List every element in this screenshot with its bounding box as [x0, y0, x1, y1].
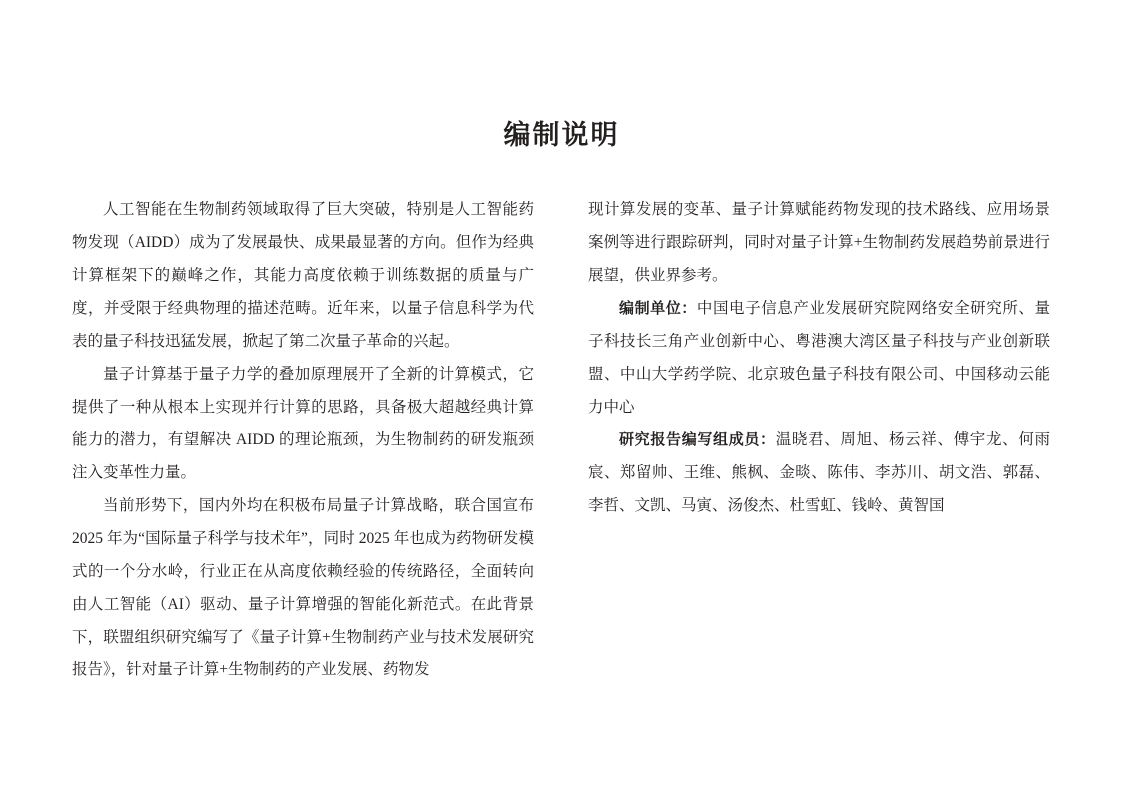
right-column [588, 194, 1050, 523]
paragraph-current-situation: 当前形势下，国内外均在积极布局量子计算战略，联合国宣布 2025 年为“国际量子科学与技术年”，同时 2025 年也成为药物研发模式的一个分水岭，行业正在从高度依赖经验的传统路径，全面转向由人工智能（AI）驱动、量子计算增强的智能化新范式。在此背景下，联盟组织研究编写了《量子计算+生物制药产业与技术发展研究报告》，针对量子计算+生物制药的产业发展、药物发 [72, 497, 534, 679]
editorial-members-text: 温晓君、周旭、杨云祥、傅宇龙、何雨宸、郑留帅、王维、熊枫、金晱、陈伟、李苏川、胡文浩、郭磊、李哲、文凯、马寅、汤俊杰、杜雪虹、钱岭、黄智国 [588, 431, 1050, 515]
left-column [72, 194, 534, 687]
compiling-units-text: 中国电子信息产业发展研究院网络安全研究所、量子科技长三角产业创新中心、粤港澳大湾区量子科技与产业创新联盟、中山大学药学院、北京玻色量子科技有限公司、中国移动云能力中心 [588, 299, 1050, 416]
paragraph-intro: 人工智能在生物制药领域取得了巨大突破，特别是人工智能药物发现（AIDD）成为了发展最快、成果最显著的方向。但作为经典计算框架下的巅峰之作，其能力高度依赖于训练数据的质量与广度，并受限于经典物理的描述范畴。近年来，以量子信息科学为代表的量子科技迅猛发展，掀起了第二次量子革命的兴起。 [72, 201, 534, 350]
paragraph-quantum-computing: 量子计算基于量子力学的叠加原理展开了全新的计算模式，它提供了一种从根本上实现并行计算的思路，具备极大超越经典计算能力的潜力，有望解决 AIDD 的理论瓶颈，为生物制药的研发瓶颈注入变革性力量。 [72, 365, 534, 482]
editorial-members-paragraph [588, 424, 1050, 523]
paragraph-continuation: 现计算发展的变革、量子计算赋能药物发现的技术路线、应用场景案例等进行跟踪研判，同时对量子计算+生物制药发展趋势前景进行展望，供业界参考。 [588, 201, 1050, 285]
editorial-members-label: 研究报告编写组成员： [619, 430, 776, 449]
two-column-layout [72, 194, 1051, 687]
compiling-units-paragraph [588, 293, 1050, 424]
page-title: 编制说明 [503, 120, 620, 151]
compiling-units-label: 编制单位： [619, 298, 697, 317]
page-content [72, 120, 1051, 687]
